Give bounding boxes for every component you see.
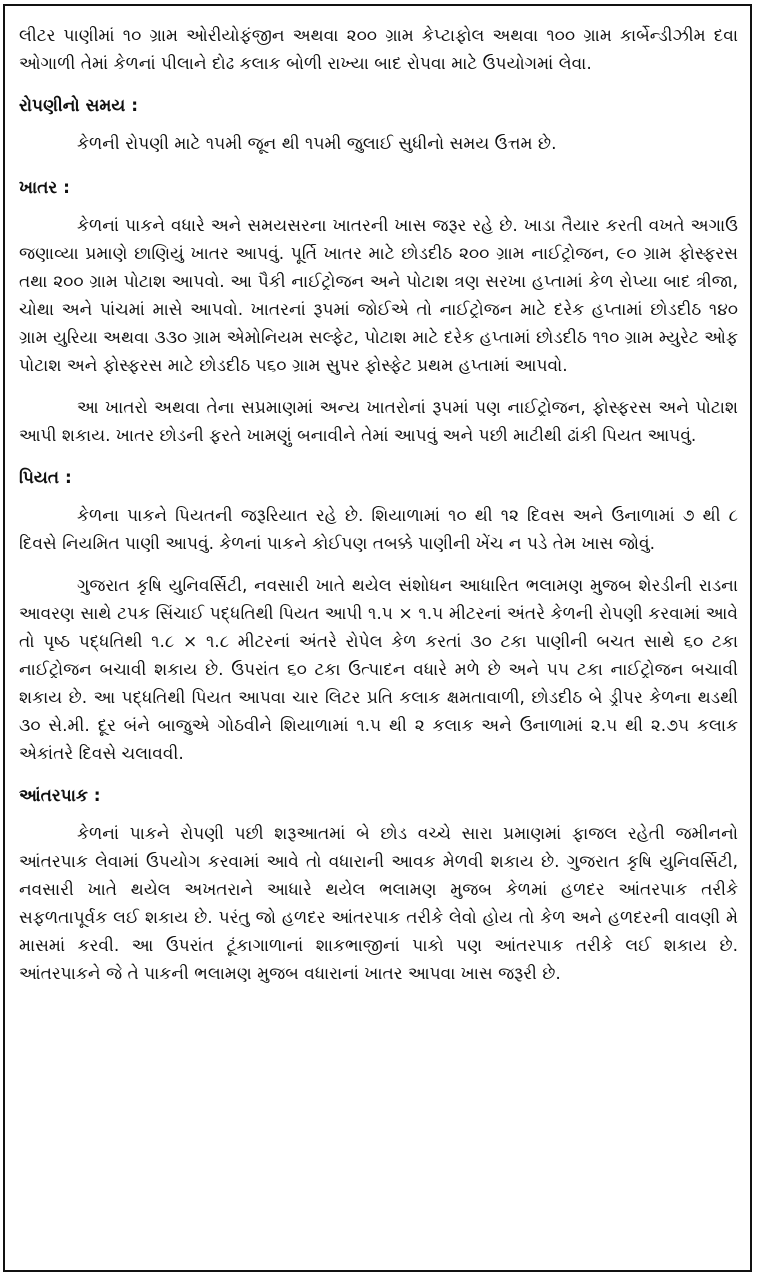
document-body: [19, 22, 738, 1002]
document-frame: [3, 4, 752, 1272]
fertilizer-paragraph-2: આ ખાતરો અથવા તેના સપ્રમાણમાં અન્ય ખાતરોનાં રૂપમાં પણ નાઈટ્રોજન, ફોસ્ફરસ અને પોટાશ આપી શકાય. ખાતર છોડની ફરતે ખામણું બનાવીને તેમાં આપવું અને પછી માટીથી ઢાંકી પિયત આપવું.: [19, 398, 738, 446]
section-heading-fertilizer: ખાતર :: [19, 178, 70, 198]
section-heading-intercrop: આંતરપાક :: [19, 786, 101, 806]
section-heading-planting-time: રોપણીનો સમય :: [19, 96, 139, 116]
intercrop-paragraph: કેળનાં પાકને રોપણી પછી શરૂઆતમાં બે છોડ વચ્ચે સારા પ્રમાણમાં ફાજલ રહેતી જમીનનો આંતરપાક લેવામાં ઉપયોગ કરવામાં આવે તો વધારાની આવક મેળવી શકાય છે. ગુજરાત કૃષિ યુનિવર્સિટી, નવસારી ખાતે થયેલ અખતરાને આધારે થયેલ ભલામણ મુજબ કેળમાં હળદર આંતરપાક તરીકે સફળતાપૂર્વક લઈ શકાય છે. પરંતુ જો હળદર આંતરપાક તરીકે લેવો હોય તો કેળ અને હળદરની વાવણી મે માસમાં કરવી. આ ઉપરાંત ટૂંકાગાળાનાં શાકભાજીનાં પાકો પણ આંતરપાક તરીકે લઈ શકાય છે. આંતરપાકને જે તે પાકની ભલામણ મુજબ વધારાનાં ખાતર આપવા ખાસ જરૂરી છે.: [19, 824, 738, 984]
irrigation-paragraph-1: કેળના પાકને પિયતની જરૂરિયાત રહે છે. શિયાળામાં ૧૦ થી ૧૨ દિવસ અને ઉનાળામાં ૭ થી ૮ દિવસે નિયમિત પાણી આપવું. કેળનાં પાકને કોઈપણ તબક્કે પાણીની ખેંચ ન પડે તેમ ખાસ જોવું.: [19, 506, 738, 554]
intro-paragraph: લીટર પાણીમાં ૧૦ ગ્રામ ઓરીયોફંજીન અથવા ૨૦૦ ગ્રામ કેપ્ટાફોલ અથવા ૧૦૦ ગ્રામ કાર્બેન્ડીઝીમ દવા ઓગાળી તેમાં કેળનાં પીલાને દોઢ કલાક બોળી રાખ્યા બાદ રોપવા માટે ઉપયોગમાં લેવા.: [19, 26, 738, 74]
section-heading-irrigation: પિયત :: [19, 468, 72, 488]
irrigation-paragraph-2: ગુજરાત કૃષિ યુનિવર્સિટી, નવસારી ખાતે થયેલ સંશોધન આધારિત ભલામણ મુજબ શેરડીની રાડના આવરણ સાથે ટપક સિંચાઈ પદ્ધતિથી પિયત આપી ૧.૫ × ૧.૫ મીટરનાં અંતરે કેળની રોપણી કરવામાં આવે તો પૃષ્ઠ પદ્ધતિથી ૧.૮ × ૧.૮ મીટરનાં અંતરે રોપેલ કેળ કરતાં ૩૦ ટકા પાણીની બચત સાથે ૬૦ ટકા નાઈટ્રોજન બચાવી શકાય છે. ઉપરાંત ૬૦ ટકા ઉત્પાદન વધારે મળે છે અને ૫૫ ટકા નાઈટ્રોજન બચાવી શકાય છે. આ પદ્ધતિથી પિયત આપવા ચાર લિટર પ્રતિ કલાક ક્ષમતાવાળી, છોડદીઠ બે ડ્રીપર કેળના થડથી ૩૦ સે.મી. દૂર બંને બાજુએ ગોઠવીને શિયાળામાં ૧.૫ થી ૨ કલાક અને ઉનાળામાં ૨.૫ થી ૨.૭૫ કલાક એકાંતરે દિવસે ચલાવવી.: [19, 576, 738, 764]
fertilizer-paragraph-1: કેળનાં પાકને વધારે અને સમયસરના ખાતરની ખાસ જરૂર રહે છે. ખાડા તૈયાર કરતી વખતે અગાઉ જણાવ્યા પ્રમાણે છાણિયું ખાતર આપવું. પૂર્તિ ખાતર માટે છોડદીઠ ૨૦૦ ગ્રામ નાઈટ્રોજન, ૯૦ ગ્રામ ફોસ્ફરસ તથા ૨૦૦ ગ્રામ પોટાશ આપવો. આ પૈકી નાઈટ્રોજન અને પોટાશ ત્રણ સરખા હપ્તામાં કેળ રોપ્યા બાદ ત્રીજા, ચોથા અને પાંચમાં માસે આપવો. ખાતરનાં રૂપમાં જોઈએ તો નાઈટ્રોજન માટે દરેક હપ્તામાં છોડદીઠ ૧૪૦ ગ્રામ યુરિયા અથવા ૩૩૦ ગ્રામ એમોનિયમ સલ્ફેટ, પોટાશ માટે દરેક હપ્તામાં છોડદીઠ ૧૧૦ ગ્રામ મ્યુરેટ ઓફ પોટાશ અને ફોસ્ફરસ માટે છોડદીઠ ૫૬૦ ગ્રામ સુપર ફોસ્ફેટ પ્રથમ હપ્તામાં આપવો.: [19, 216, 738, 376]
planting-time-paragraph: કેળની રોપણી માટે ૧૫મી જૂન થી ૧૫મી જુલાઈ સુધીનો સમય ઉત્તમ છે.: [77, 134, 557, 154]
